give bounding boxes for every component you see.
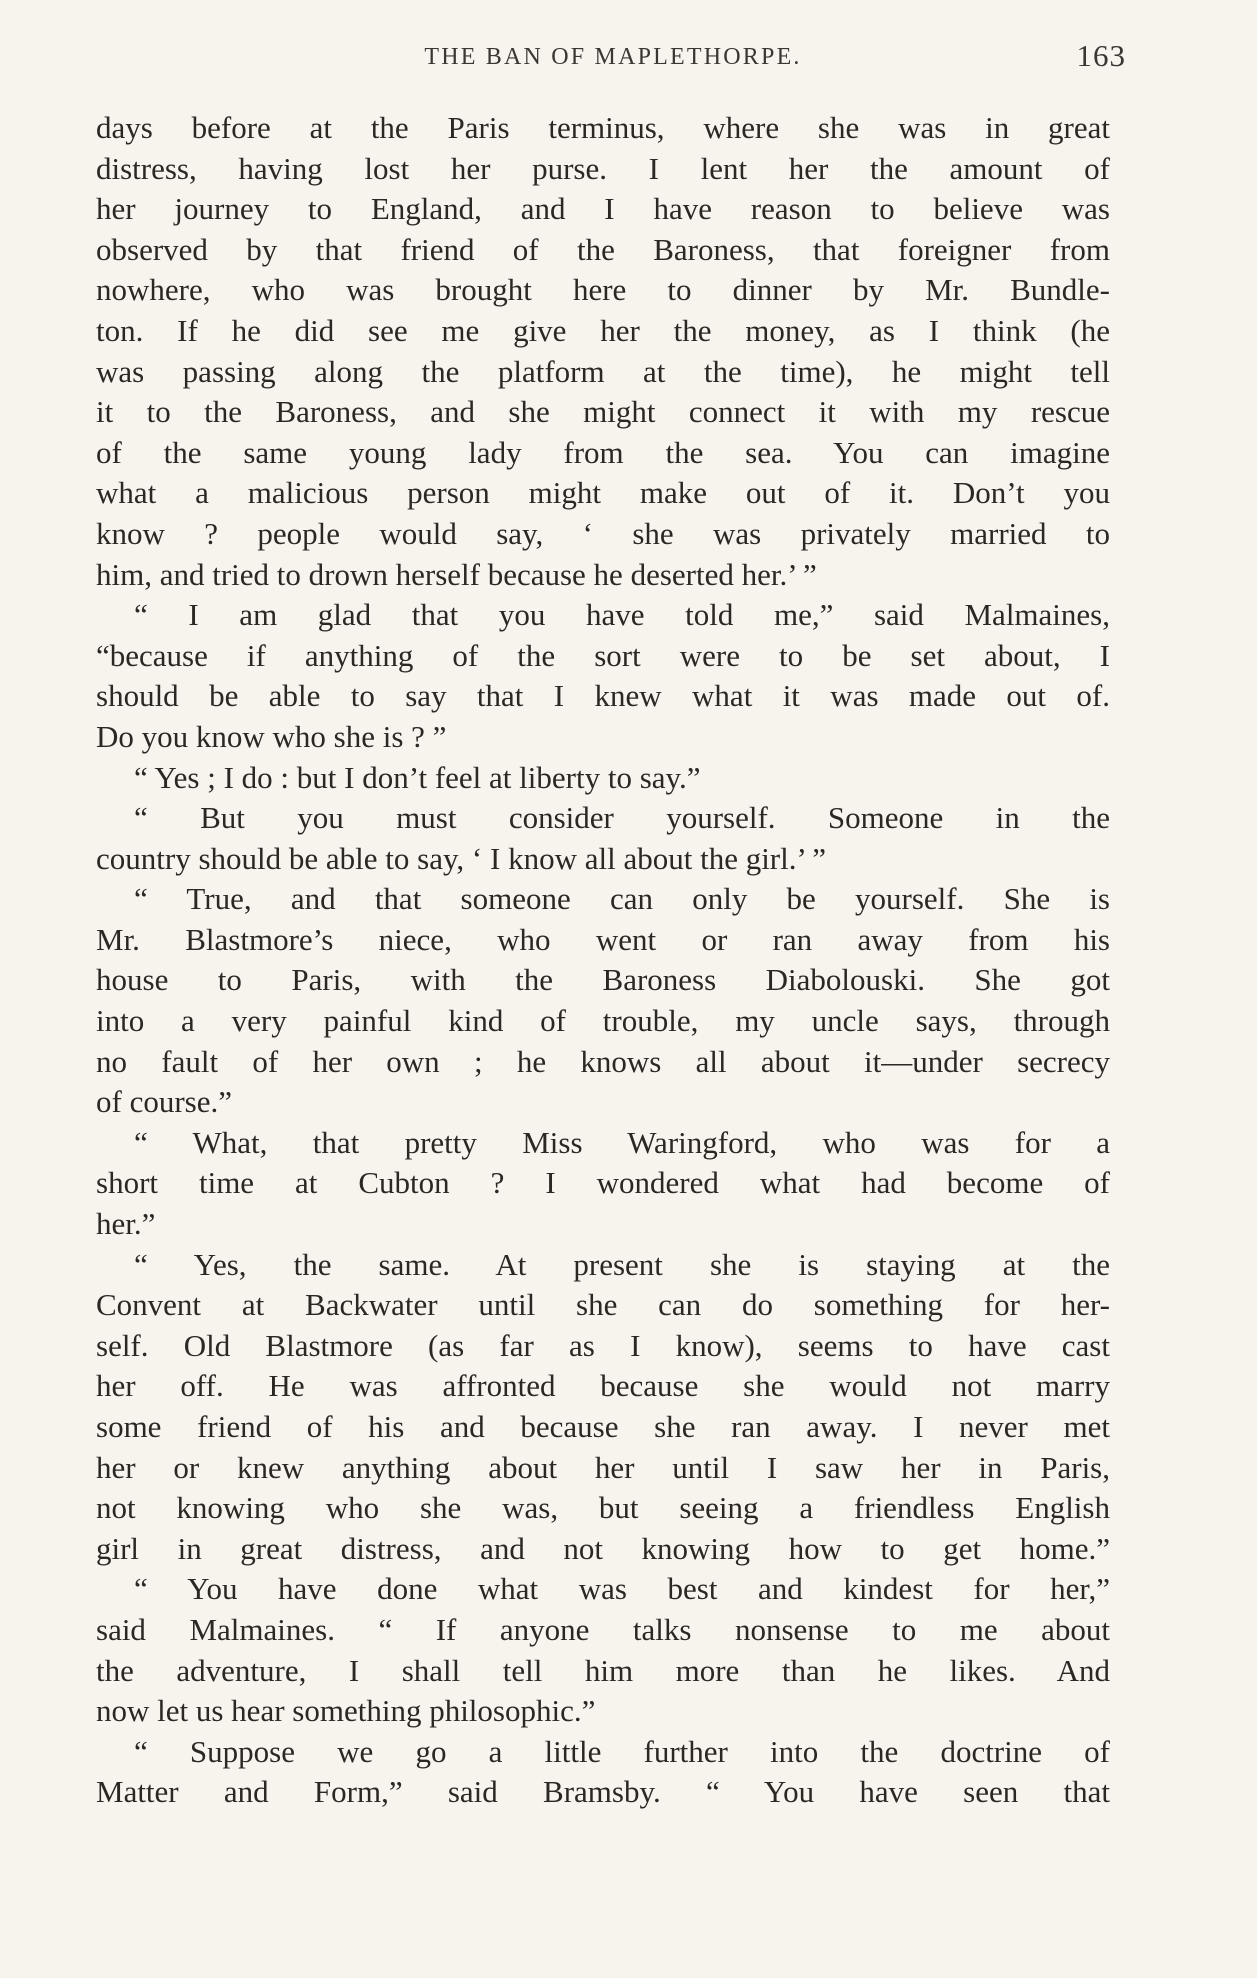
- text-line: “ What, that pretty Miss Waringford, who was for a: [134, 1124, 1110, 1160]
- text-line: into a very painful kind of trouble, my uncle says, through: [96, 1003, 1110, 1039]
- text-line: ton. If he did see me give her the money, as I think (he: [96, 312, 1110, 348]
- text-line: “ True, and that someone can only be yourself. She is: [134, 881, 1110, 917]
- text-line: self. Old Blastmore (as far as I know), seems to have cast: [96, 1327, 1110, 1363]
- text-line: “ You have done what was best and kindest for her,”: [134, 1571, 1110, 1607]
- running-title: THE BAN OF MAPLETHORPE.: [424, 44, 802, 70]
- text-line: not knowing who she was, but seeing a friendless English: [96, 1490, 1110, 1526]
- text-line: of course.”: [96, 1084, 232, 1120]
- text-line: “ Yes, the same. At present she is staying at the: [134, 1246, 1110, 1282]
- text-line: “ I am glad that you have told me,” said Malmaines,: [134, 597, 1110, 633]
- text-line: now let us hear something philosophic.”: [96, 1693, 596, 1729]
- text-line: said Malmaines. “ If anyone talks nonsense to me about: [96, 1611, 1110, 1647]
- text-line: some friend of his and because she ran away. I never met: [96, 1409, 1110, 1444]
- text-line: of the same young lady from the sea. You can imagine: [96, 434, 1110, 470]
- text-line: “ Suppose we go a little further into the doctrine of: [134, 1733, 1110, 1769]
- text-line: house to Paris, with the Baroness Diabolouski. She got: [96, 962, 1110, 998]
- text-line: her off. He was affronted because she would not marry: [96, 1368, 1110, 1404]
- text-line: “ Yes ; I do : but I don’t feel at liberty to say.”: [134, 759, 701, 795]
- text-line: girl in great distress, and not knowing how to get home.”: [96, 1530, 1110, 1566]
- text-line: no fault of her own ; he knows all about it—under secrecy: [96, 1043, 1110, 1079]
- text-line: him, and tried to drown herself because he deserted her.’ ”: [96, 556, 817, 592]
- text-line: what a malicious person might make out of it. Don’t you: [96, 475, 1110, 511]
- running-head: [96, 36, 1130, 76]
- text-line: nowhere, who was brought here to dinner by Mr. Bundle-: [96, 272, 1110, 308]
- text-line: “because if anything of the sort were to be set about, I: [96, 637, 1110, 673]
- text-line: country should be able to say, ‘ I know all about the girl.’ ”: [96, 840, 827, 876]
- text-line: Convent at Backwater until she can do something for her-: [96, 1287, 1110, 1323]
- text-line: should be able to say that I knew what it was made out of.: [96, 678, 1110, 714]
- page-number: 163: [1076, 38, 1126, 73]
- text-line: observed by that friend of the Baroness, that foreigner from: [96, 231, 1110, 267]
- text-line: short time at Cubton ? I wondered what had become of: [96, 1165, 1110, 1201]
- text-line: Mr. Blastmore’s niece, who went or ran away from his: [96, 921, 1110, 957]
- text-line: her journey to England, and I have reason to believe was: [96, 191, 1110, 227]
- text-line: “ But you must consider yourself. Someone in the: [134, 800, 1110, 836]
- body-text: [96, 108, 1110, 1813]
- text-line: distress, having lost her purse. I lent her the amount of: [96, 150, 1110, 186]
- text-line: was passing along the platform at the time), he might tell: [96, 353, 1110, 389]
- text-line: her.”: [96, 1206, 156, 1242]
- text-line: Do you know who she is ? ”: [96, 718, 447, 754]
- text-line: her or knew anything about her until I saw her in Paris,: [96, 1449, 1110, 1485]
- text-line: it to the Baroness, and she might connect it with my rescue: [96, 394, 1110, 430]
- text-line: the adventure, I shall tell him more than he likes. And: [96, 1652, 1110, 1688]
- text-line: days before at the Paris terminus, where she was in great: [96, 110, 1110, 145]
- text-line: Matter and Form,” said Bramsby. “ You have seen that: [96, 1774, 1110, 1810]
- text-line: know ? people would say, ‘ she was privately married to: [96, 515, 1110, 551]
